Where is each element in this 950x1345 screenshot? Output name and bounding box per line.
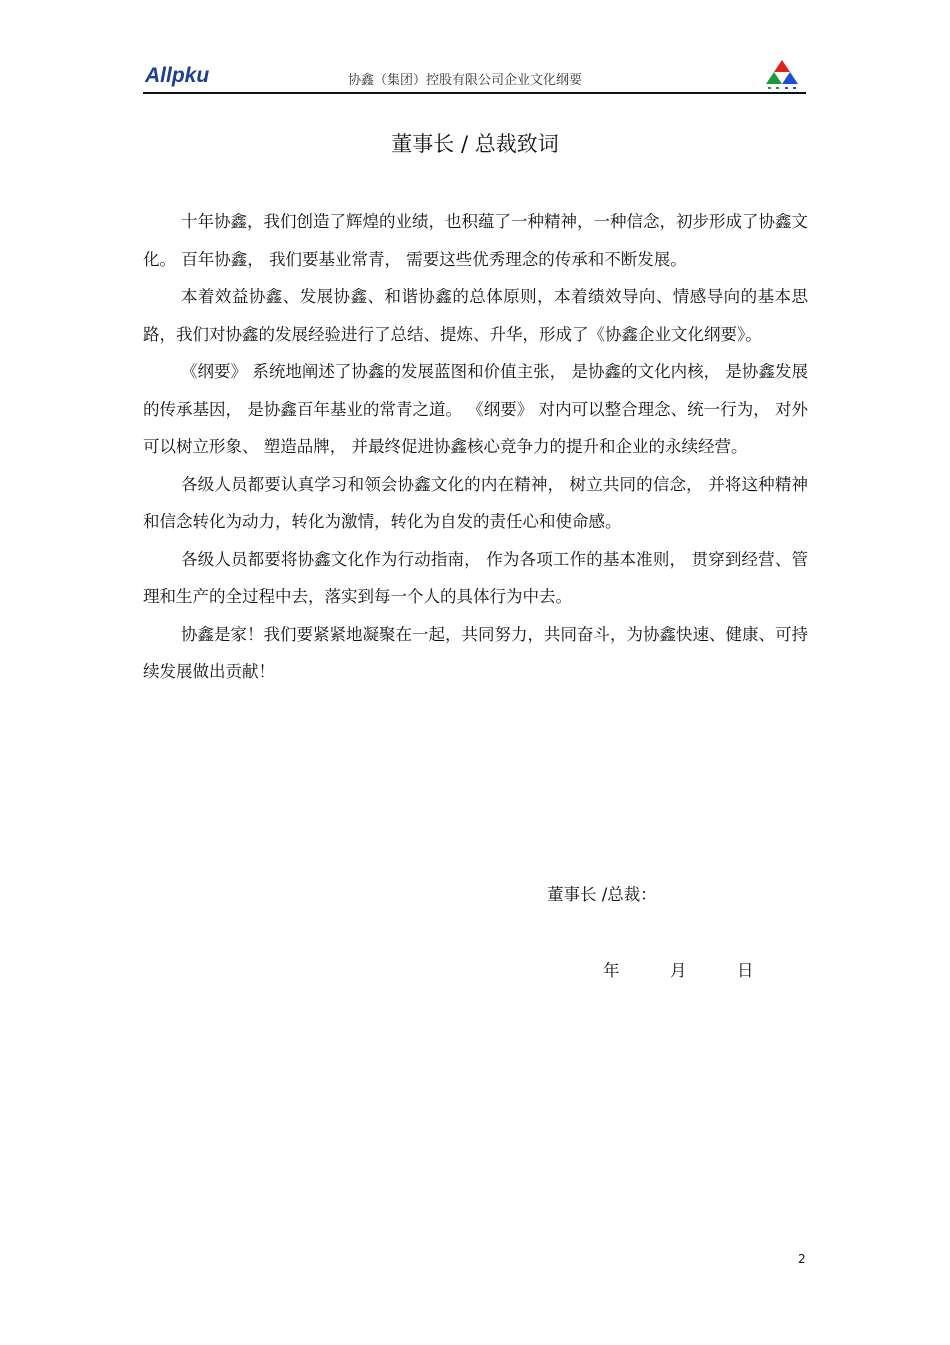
page-number: 2 bbox=[798, 1252, 806, 1266]
logo-red-triangle bbox=[774, 60, 790, 72]
speech-body bbox=[143, 203, 808, 691]
header-title: 协鑫（集团）控股有限公司企业文化纲要 bbox=[348, 73, 583, 88]
paragraph-1: 十年协鑫，我们创造了辉煌的业绩，也积蕴了一种精神，一种信念，初步形成了协鑫文化。 百年协鑫， 我们要基业常青， 需要这些优秀理念的传承和不断发展。 bbox=[143, 212, 808, 269]
page-title: 董事长 / 总裁致词 bbox=[391, 132, 559, 156]
paragraph-6: 协鑫是家！我们要紧紧地凝聚在一起，共同努力，共同奋斗，为协鑫快速、健康、可持续发展做出贡献！ bbox=[143, 624, 808, 681]
paragraph-4: 各级人员都要认真学习和领会协鑫文化的内在精神， 树立共同的信念， 并将这种精神和信念转化为动力，转化为激情，转化为自发的责任心和使命感。 bbox=[143, 474, 808, 531]
logo-blue-triangle bbox=[782, 72, 798, 84]
logo-base-mark-4 bbox=[793, 87, 796, 89]
allpku-logo: Allpku bbox=[145, 64, 210, 87]
paragraph-5: 各级人员都要将协鑫文化作为行动指南， 作为各项工作的基本准则， 贯穿到经营、管理和生产的全过程中去，落实到每一个人的具体行为中去。 bbox=[143, 549, 808, 606]
logo-base-mark-1 bbox=[768, 87, 771, 89]
logo-base-mark-3 bbox=[785, 87, 788, 89]
date-day-label: 日 bbox=[737, 961, 754, 980]
logo-base-mark-2 bbox=[776, 87, 779, 89]
paragraph-2: 本着效益协鑫、发展协鑫、和谐协鑫的总体原则，本着绩效导向、情感导向的基本思路，我们对协鑫的发展经验进行了总结、提炼、升华，形成了《协鑫企业文化纲要》。 bbox=[143, 287, 808, 344]
page-header bbox=[143, 58, 806, 94]
logo-green-triangle bbox=[766, 72, 782, 84]
signature-date bbox=[603, 957, 754, 981]
signature-title: 董事长 /总裁： bbox=[547, 885, 657, 904]
paragraph-3: 《纲要》 系统地阐述了协鑫的发展蓝图和价值主张， 是协鑫的文化内核， 是协鑫发展的传承基因， 是协鑫百年基业的常青之道。 《纲要》 对内可以整合理念、统一行为， 对外可以树立形象、 塑造品牌， 并最终促进协鑫核心竞争力的提升和企业的永续经营。 bbox=[143, 362, 808, 456]
date-month-label: 月 bbox=[670, 961, 687, 980]
date-year-label: 年 bbox=[603, 961, 620, 980]
header-divider bbox=[143, 92, 806, 94]
company-triangle-logo-icon bbox=[762, 58, 802, 92]
